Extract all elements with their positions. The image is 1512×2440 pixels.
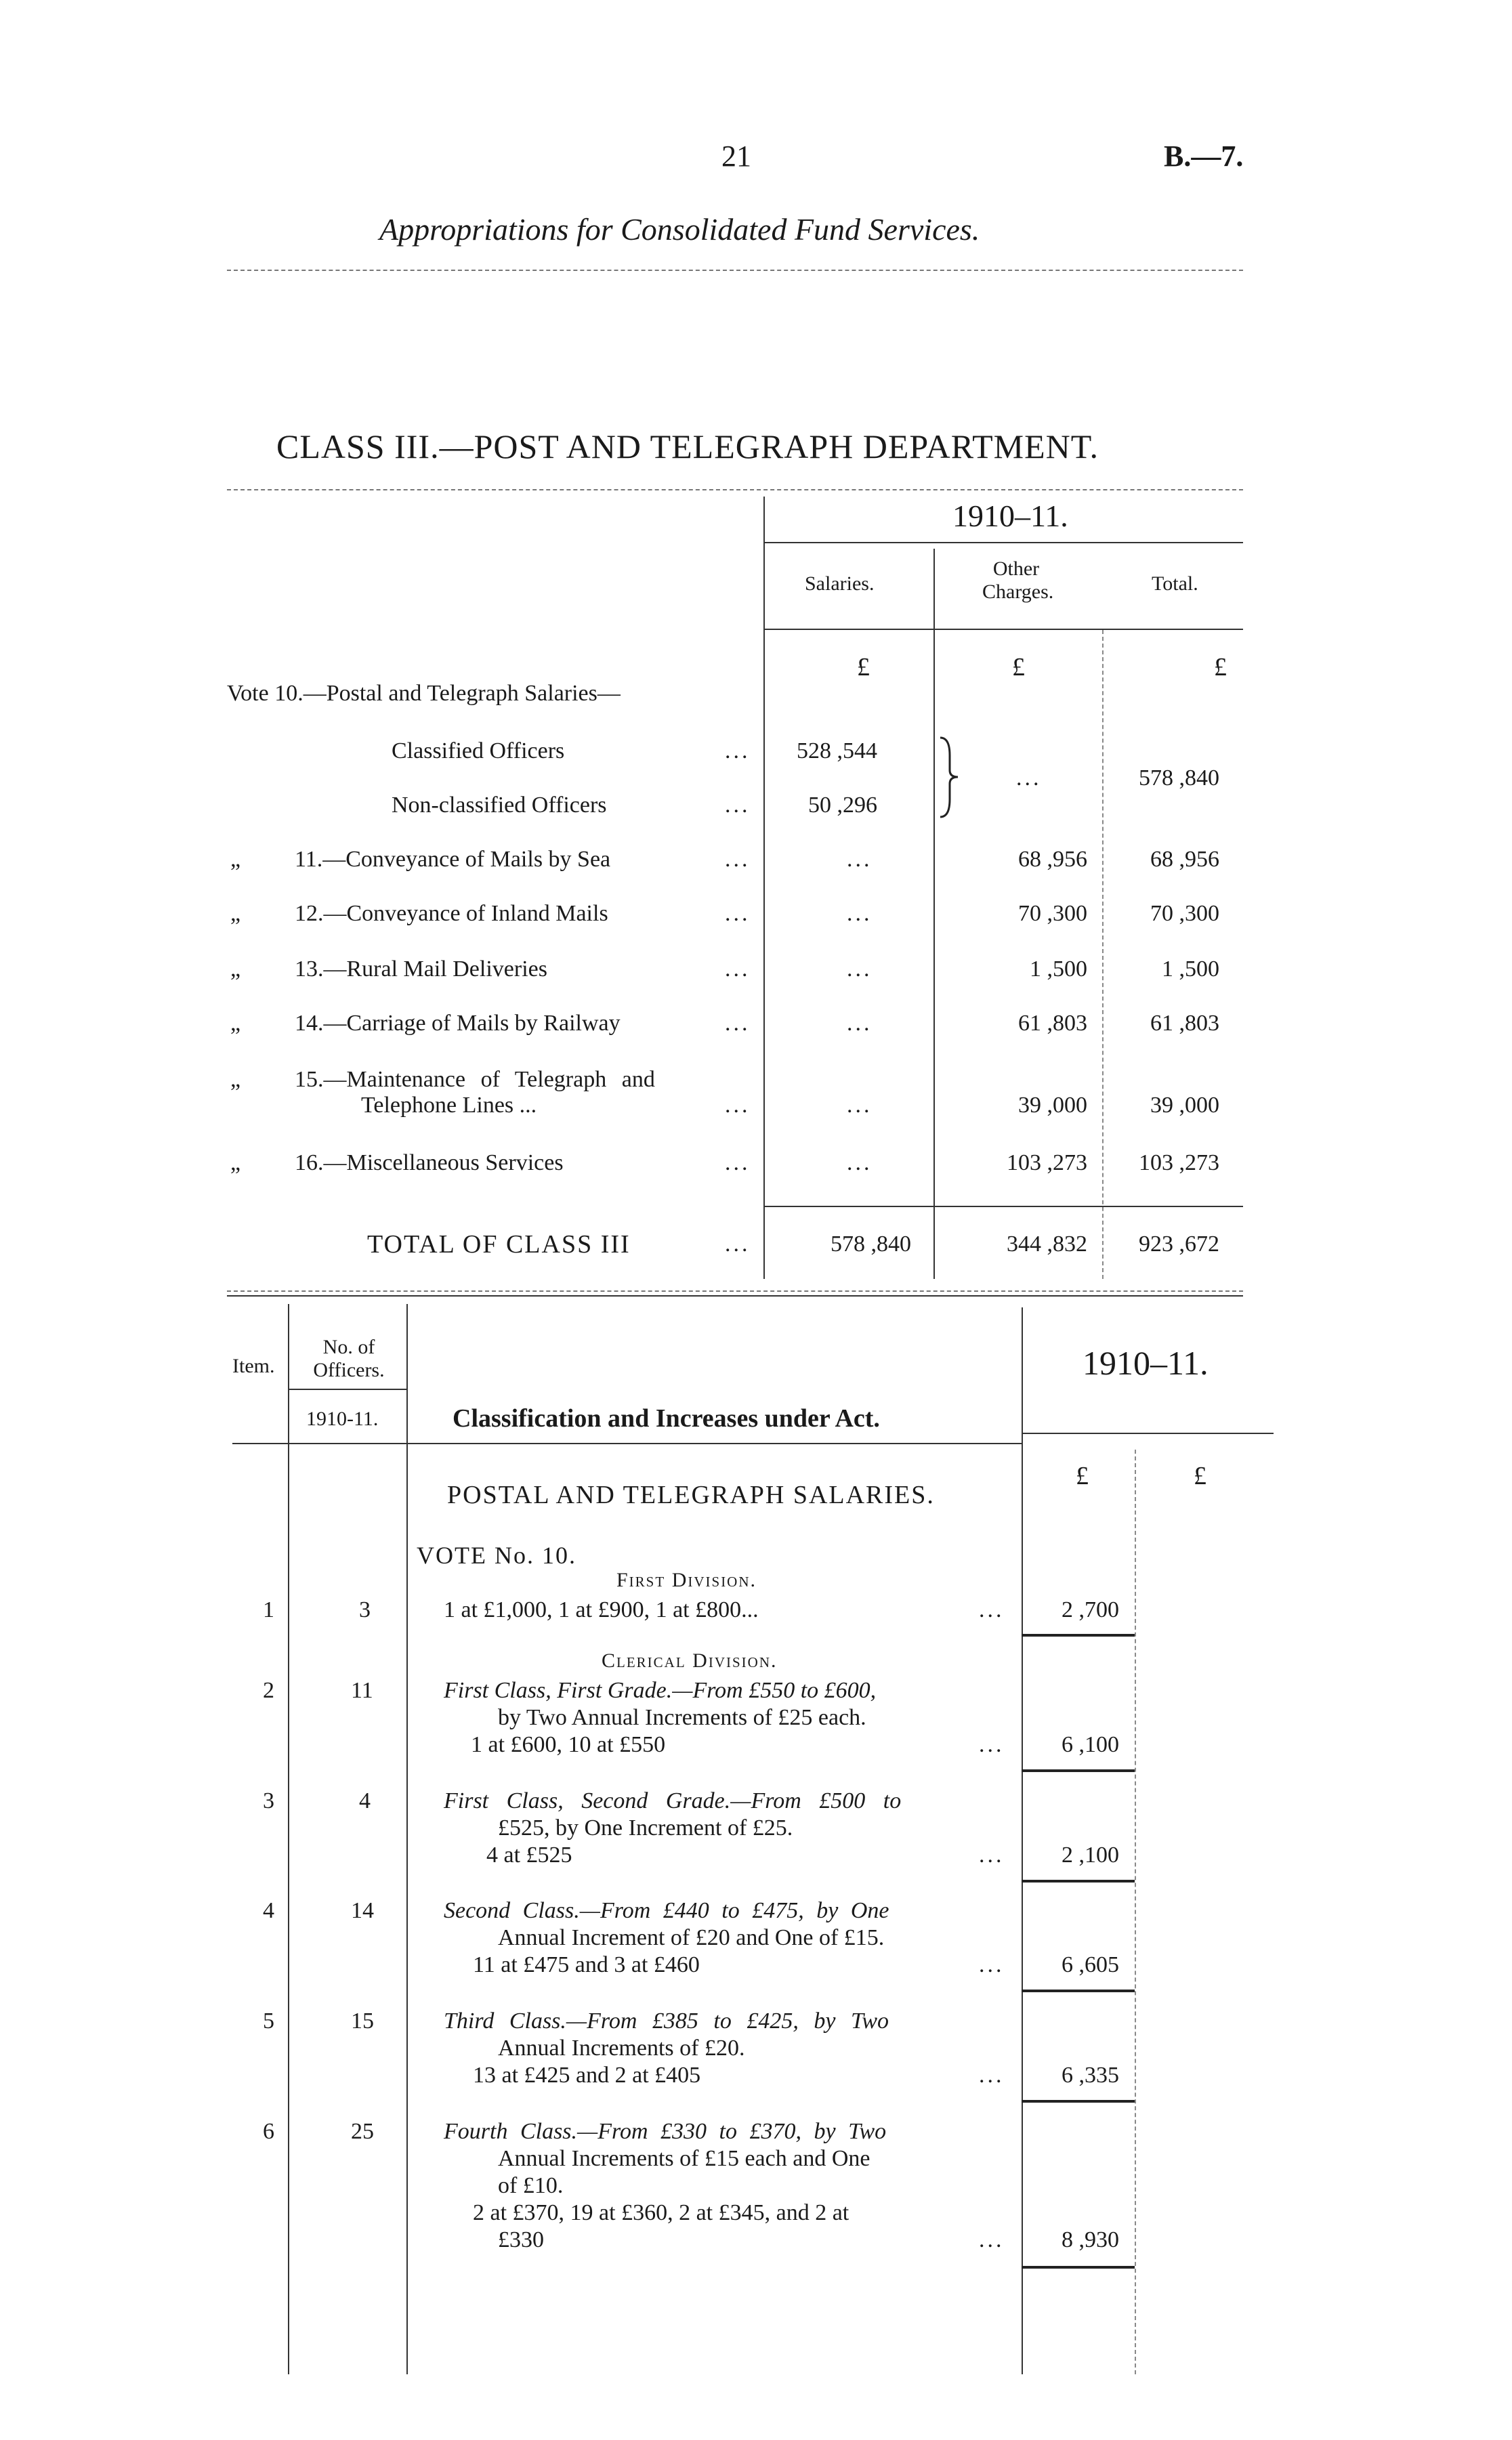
leader: ...: [725, 1150, 751, 1175]
officers-count: 14: [351, 1898, 374, 1923]
item-2-line-3: 1 at £600, 10 at £550: [471, 1732, 666, 1757]
vote-12-other: 70 ,300: [1018, 901, 1087, 926]
leader-nonclassified: ...: [725, 793, 751, 818]
item-5-rule: [1022, 2100, 1135, 2103]
summary-year-rule: [763, 542, 1243, 543]
item-3-amount: 2 ,100: [1062, 1843, 1119, 1868]
col-officers-year: 1910-11.: [306, 1408, 379, 1430]
vote-12-total: 70 ,300: [1150, 901, 1219, 926]
vote-14-label: 14.—Carriage of Mails by Railway: [295, 1011, 621, 1036]
vote-15-salaries: ...: [847, 1093, 873, 1118]
item-6-rule: [1022, 2266, 1135, 2269]
item-6-line-1: Fourth Class.—From £330 to £370, by Two: [444, 2119, 887, 2144]
officers-count: 25: [351, 2119, 374, 2144]
leader: ...: [725, 1011, 751, 1036]
item-number: 2: [263, 1678, 274, 1703]
ditto-mark: „: [230, 1011, 241, 1036]
item-4-amount: 6 ,605: [1062, 1952, 1119, 1977]
right-brace-icon: [938, 735, 962, 820]
currency-total: £: [1214, 653, 1227, 681]
item-number: 4: [263, 1898, 274, 1923]
item-6-line-3: of £10.: [498, 2173, 564, 2198]
vote-11-label: 11.—Conveyance of Mails by Sea: [295, 847, 611, 872]
vote-15-other: 39 ,000: [1018, 1093, 1087, 1118]
nonclassified-officers-label: Non-classified Officers: [392, 793, 607, 818]
clerical-division-heading: Clerical Division.: [602, 1649, 778, 1672]
detail-header-rule: [232, 1443, 1022, 1444]
vote-16-salaries: ...: [847, 1150, 873, 1175]
officers-count: 4: [359, 1788, 371, 1813]
vote-15-total: 39 ,000: [1150, 1093, 1219, 1118]
item-6-line-2: Annual Increments of £15 each and One: [498, 2146, 870, 2171]
vote-10-label: Vote 10.—Postal and Telegraph Salaries—: [227, 681, 621, 706]
leader: ...: [979, 2063, 1005, 2088]
leader: ...: [979, 1597, 1005, 1622]
section-title: POSTAL AND TELEGRAPH SALARIES.: [447, 1481, 935, 1509]
total-other: 344 ,832: [1007, 1232, 1087, 1257]
leader: ...: [725, 1093, 751, 1118]
item-5-line-3: 13 at £425 and 2 at £405: [473, 2063, 701, 2088]
vote-14-salaries: ...: [847, 1011, 873, 1036]
total-salaries: 578 ,840: [831, 1232, 911, 1257]
leader-classified: ...: [725, 738, 751, 763]
item-4-line-3: 11 at £475 and 3 at £460: [473, 1952, 700, 1977]
vote-10-total: 578 ,840: [1139, 765, 1219, 791]
item-6-line-4: 2 at £370, 19 at £360, 2 at £345, and 2 at: [473, 2200, 849, 2225]
officers-count: 15: [351, 2008, 374, 2034]
col-salaries: Salaries.: [805, 572, 875, 595]
vote-14-total: 61 ,803: [1150, 1011, 1219, 1036]
item-2-line-2: by Two Annual Increments of £25 each.: [498, 1705, 866, 1730]
classified-officers-label: Classified Officers: [392, 738, 565, 763]
detail-vline-officers: [406, 1304, 408, 2374]
item-6-line-5: £330: [498, 2227, 544, 2252]
item-2-line-1: First Class, First Grade.—From £550 to £600,: [444, 1678, 877, 1703]
summary-vline-1: [763, 497, 765, 1279]
vote-number: VOTE No. 10.: [417, 1542, 576, 1569]
detail-year-rule: [1022, 1433, 1274, 1434]
item-4-rule: [1022, 1990, 1135, 1992]
leader: ...: [979, 1952, 1005, 1977]
item-number: 3: [263, 1788, 274, 1813]
detail-currency-2: £: [1194, 1462, 1206, 1490]
summary-colhead-rule: [763, 629, 1243, 630]
col-total: Total.: [1152, 572, 1198, 595]
detail-vline-pounds: [1135, 1450, 1136, 2374]
col-item: Item.: [232, 1355, 275, 1377]
ditto-mark: „: [230, 1067, 241, 1092]
currency-salaries: £: [857, 653, 870, 681]
vote-13-other: 1 ,500: [1030, 956, 1087, 982]
detail-vline-amount: [1022, 1307, 1023, 2374]
item-1-amount: 2 ,700: [1062, 1597, 1119, 1622]
item-5-line-2: Annual Increments of £20.: [498, 2036, 745, 2061]
detail-currency-1: £: [1076, 1462, 1089, 1490]
vote-12-salaries: ...: [847, 901, 873, 926]
page-title: Appropriations for Consolidated Fund Services.: [379, 212, 980, 247]
summary-bottom-rule: [227, 1290, 1243, 1292]
ditto-mark: „: [230, 1150, 241, 1175]
item-6-amount: 8 ,930: [1062, 2227, 1119, 2252]
item-4-line-2: Annual Increment of £20 and One of £15.: [498, 1925, 885, 1950]
currency-other: £: [1012, 653, 1025, 681]
ditto-mark: „: [230, 956, 241, 982]
item-3-line-2: £525, by One Increment of £25.: [498, 1815, 793, 1840]
vote-13-label: 13.—Rural Mail Deliveries: [295, 956, 547, 982]
col-officers: No. of Officers.: [313, 1336, 385, 1381]
first-division-heading: First Division.: [616, 1569, 757, 1591]
item-4-line-1: Second Class.—From £440 to £475, by One: [444, 1898, 889, 1923]
summary-bottom-rule-2: [227, 1295, 1243, 1297]
item-2-rule: [1022, 1769, 1135, 1772]
vote-11-other: 68 ,956: [1018, 847, 1087, 872]
col-classification: Classification and Increases under Act.: [453, 1404, 880, 1433]
vote-16-other: 103 ,273: [1007, 1150, 1087, 1175]
item-1-rule: [1022, 1634, 1135, 1637]
header-rule: [227, 270, 1243, 271]
vote-16-label: 16.—Miscellaneous Services: [295, 1150, 564, 1175]
item-number: 5: [263, 2008, 274, 2034]
leader: ...: [725, 1232, 751, 1257]
leader: ...: [725, 956, 751, 982]
page-number: 21: [721, 140, 751, 173]
vote-13-total: 1 ,500: [1162, 956, 1219, 982]
officers-count: 3: [359, 1597, 371, 1622]
leader: ...: [725, 847, 751, 872]
ditto-mark: „: [230, 847, 241, 872]
summary-vline-2: [933, 549, 935, 1279]
vote-11-total: 68 ,956: [1150, 847, 1219, 872]
item-number: 6: [263, 2119, 274, 2144]
class-heading-rule: [227, 489, 1243, 490]
item-2-amount: 6 ,100: [1062, 1732, 1119, 1757]
item-1-line-1: 1 at £1,000, 1 at £900, 1 at £800...: [444, 1597, 759, 1622]
vote-11-salaries: ...: [847, 847, 873, 872]
classified-salaries: 528 ,544: [797, 738, 877, 763]
total-class-label: TOTAL OF CLASS III: [367, 1230, 631, 1259]
ditto-mark: „: [230, 901, 241, 926]
leader: ...: [979, 1732, 1005, 1757]
vote-10-other: ...: [1016, 765, 1042, 791]
vote-15-label-line2: Telephone Lines ...: [361, 1093, 537, 1118]
vote-13-salaries: ...: [847, 956, 873, 982]
summary-total-rule: [763, 1206, 1243, 1207]
leader: ...: [979, 1843, 1005, 1868]
item-3-rule: [1022, 1880, 1135, 1882]
item-3-line-1: First Class, Second Grade.—From £500 to: [444, 1788, 902, 1813]
detail-vline-item: [288, 1304, 289, 2374]
item-3-line-3: 4 at £525: [486, 1843, 572, 1868]
summary-year: 1910–11.: [952, 499, 1068, 533]
document-code: B.—7.: [1164, 140, 1244, 173]
total-total: 923 ,672: [1139, 1232, 1219, 1257]
vote-15-label-line1: 15.—Maintenance of Telegraph and: [295, 1067, 655, 1092]
class-heading: CLASS III.—POST AND TELEGRAPH DEPARTMENT.: [276, 427, 1099, 465]
vote-12-label: 12.—Conveyance of Inland Mails: [295, 901, 608, 926]
col-other-charges: Other Charges.: [982, 558, 1054, 603]
vote-14-other: 61 ,803: [1018, 1011, 1087, 1036]
leader: ...: [725, 901, 751, 926]
leader: ...: [979, 2227, 1005, 2252]
item-number: 1: [263, 1597, 274, 1622]
detail-year: 1910–11.: [1083, 1344, 1209, 1382]
item-5-amount: 6 ,335: [1062, 2063, 1119, 2088]
detail-officers-year-rule: [288, 1389, 406, 1390]
vote-16-total: 103 ,273: [1139, 1150, 1219, 1175]
nonclassified-salaries: 50 ,296: [808, 793, 877, 818]
summary-vline-3: [1102, 630, 1104, 1279]
item-5-line-1: Third Class.—From £385 to £425, by Two: [444, 2008, 889, 2034]
officers-count: 11: [351, 1678, 373, 1703]
